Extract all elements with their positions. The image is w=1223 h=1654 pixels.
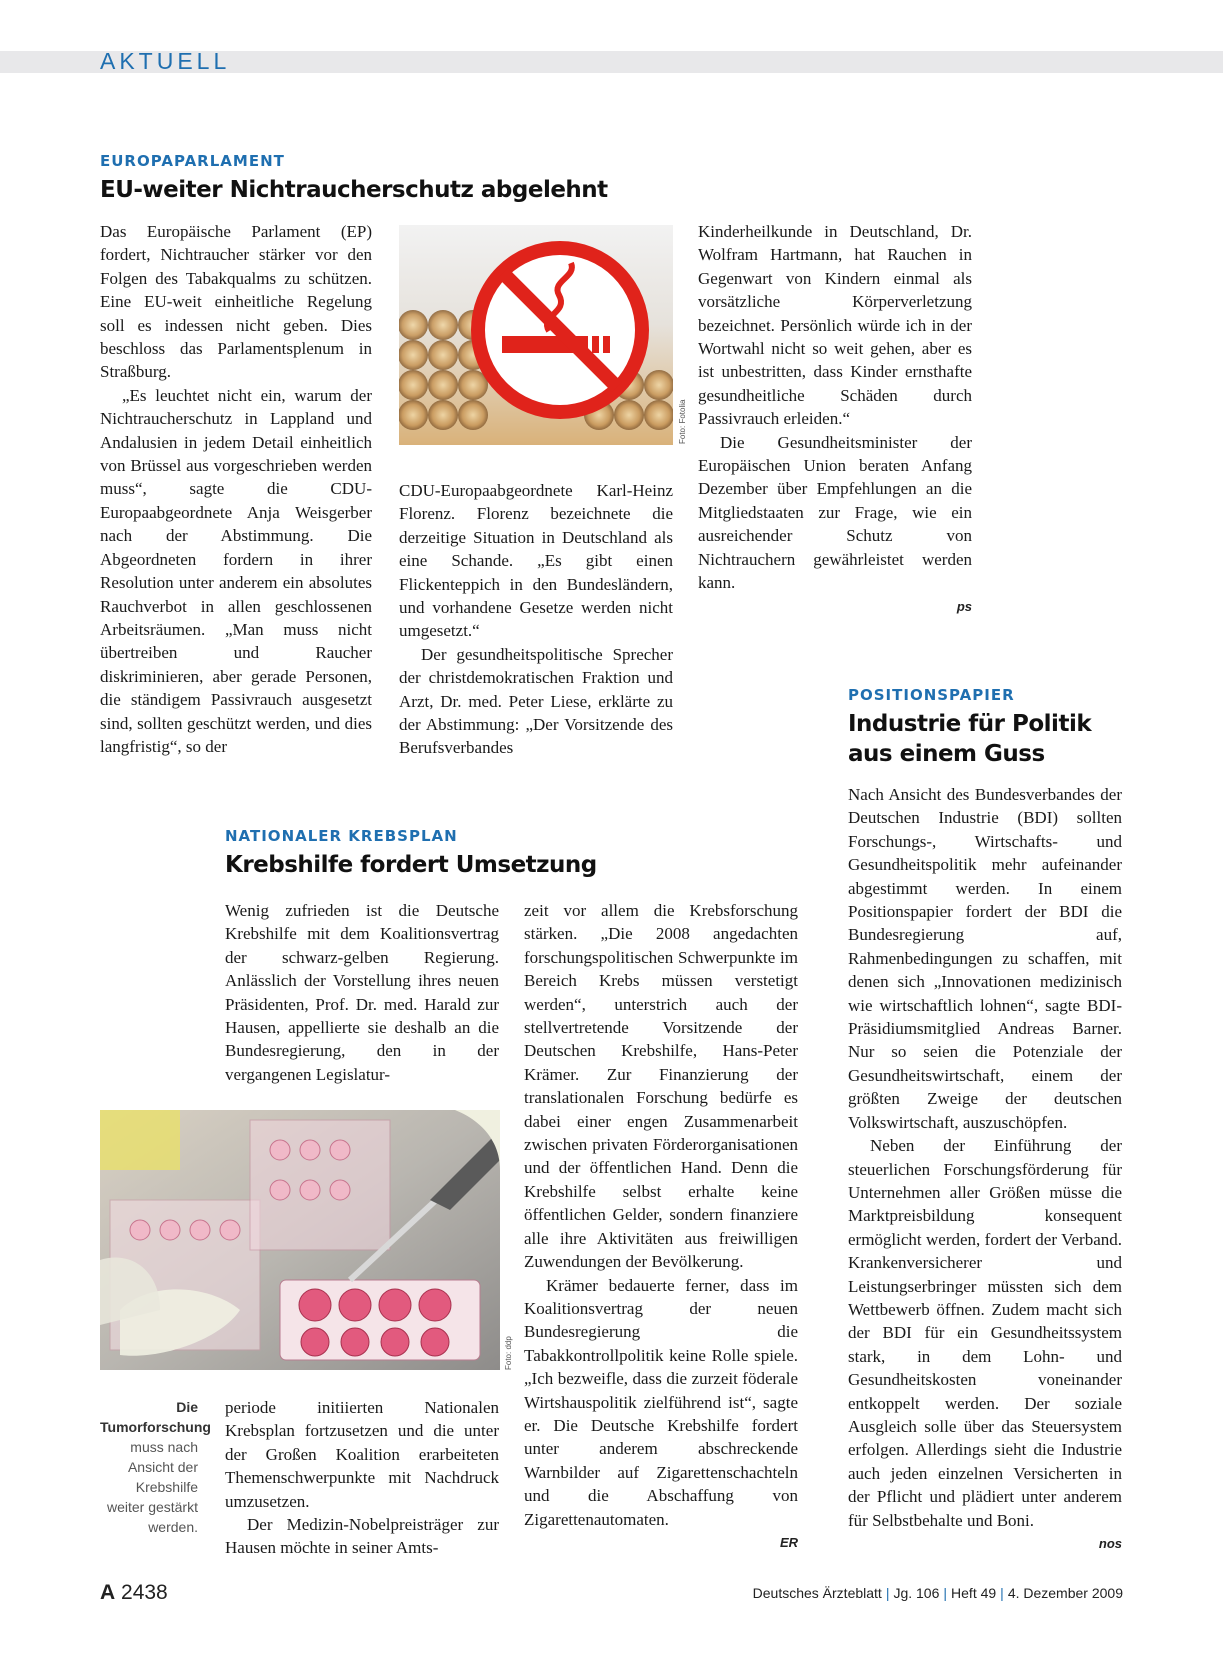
article2-column-1-top	[225, 899, 499, 1086]
photo-credit: Foto: Fotolia	[678, 399, 687, 444]
article2-column-1-bottom	[225, 1396, 499, 1560]
paragraph: Kinderheilkunde in Deutschland, Dr. Wolfram Hartmann, hat Rauchen in Gegenwart von Kindern einmal als vorsätzliche Körperverletzung bezeichnet. Persönlich würde ich in der Wortwahl nicht so weit gehen, aber es ist unbestritten, dass Kinder ernsthafte gesundheitliche Schäden durch Passivrauch erleiden.“	[698, 222, 972, 429]
article2-title: Krebshilfe fordert Umsetzung	[225, 852, 597, 878]
title-line: aus einem Guss	[848, 741, 1045, 767]
photo-credit: Foto: ddp	[504, 1336, 513, 1370]
article1-kicker: EUROPAPARLAMENT	[100, 152, 285, 170]
journal-volume: Jg. 106	[893, 1585, 940, 1601]
caption-lead: Die Tumorforschung	[100, 1399, 211, 1435]
paragraph: Wenig zufrieden ist die Deutsche Krebshilfe mit dem Koalitionsvertrag der schwarz-gelben Regierung. Anlässlich der Vorstellung ihres neuen Präsidenten, Prof. Dr. med. Harald zur Hausen, appellierte sie deshalb an die Bundesregierung, den in der vergangenen Legislatur-	[225, 901, 499, 1084]
paragraph: „Es leuchtet nicht ein, warum der Nichtraucherschutz in Lappland und Andalusien in jedem Detail einheitlich von Brüssel aus vorgeschrieben werden muss“, sagte die CDU-Europaabgeordnete Anja Weisgerber nach der Abstimmung. Die Abgeordneten fordern in ihrer Resolution unter anderem ein absolutes Rauchverbot in allen geschlossenen Arbeitsräumen. „Man muss nicht übertreiben und Raucher diskriminieren, aber gerade Personen, die ständigem Passivrauch ausgesetzt sind, sollten geschützt werden, und dies langfristig“, so der	[100, 385, 372, 756]
article2-kicker: NATIONALER KREBSPLAN	[225, 827, 458, 845]
page-letter: A	[100, 1581, 116, 1604]
journal-issue: Heft 49	[951, 1585, 997, 1601]
paragraph: Das Europäische Parlament (EP) fordert, Nichtraucher stärker vor den Folgen des Tabakqualms zu schützen. Eine EU-weit einheitliche Regelung soll es indessen nicht geben. Dies beschloss das Parlamentsplenum in Straßburg.	[100, 222, 372, 382]
paragraph: Der Medizin-Nobelpreisträger zur Hausen möchte in seiner Amts-	[225, 1515, 499, 1558]
paragraph: Die Gesundheitsminister der Europäischen Union beraten Anfang Dezember über Empfehlungen an die Mitgliedstaaten zur Frage, wie ein ausreichender Schutz von Nichtrauchern gewährleistet werden kann.	[698, 432, 972, 593]
article1-column-2	[399, 479, 673, 760]
author-signature: ER	[779, 1534, 798, 1550]
no-smoking-icon	[399, 225, 673, 445]
paragraph: zeit vor allem die Krebsforschung stärken. „Die 2008 angedachten forschungspolitischen Schwerpunkte im Bereich Krebs müssen verstetigt werden“, unterstrich auch der stellvertretende Vorsitzende der Deutschen Krebshilfe, Hans-Peter Krämer. Zur Finanzierung der translationalen Forschung bedürfe es dabei einer engen Zusammenarbeit zwischen privaten Förderorganisationen und der öffentlichen Hand. Denn die Krebshilfe selbst erhalte keine öffentlichen Gelder, sondern finanziere alle ihre Aktivitäten aus freiwilligen Zuwendungen der Bevölkerung.	[524, 901, 798, 1272]
article1-column-1	[100, 220, 372, 758]
paragraph: Neben der Einführung der steuerlichen Forschungsförderung für Unternehmen aller Größen müsse die Marktpreisbildung konsequent ermöglicht werden, fordert der Verband. Krankenversicherer und Leistungserbringer müssten sich dem Wettbewerb öffnen. Zudem macht sich der BDI für ein Gesundheitssystem stark, in dem Lohn- und Gesundheitskosten voneinander entkoppelt werden. Der soziale Ausgleich solle über das Steuersystem erfolgen. Allerdings sieht die Industrie auch jeden einzelnen Versicherten in der Pflicht und plädiert unter anderem für Selbstbehalte und Boni.	[848, 1136, 1122, 1530]
paragraph: periode initiierten Nationalen Krebsplan fortzusetzen und die unter der Großen Koalition erarbeiteten Themenschwerpunkte mit Nachdruck umzusetzen.	[225, 1398, 499, 1511]
photo-caption	[100, 1397, 211, 1537]
article3-column	[848, 783, 1122, 1555]
no-smoking-photo	[399, 225, 673, 445]
author-signature: ps	[956, 598, 972, 614]
paragraph: CDU-Europaabgeordnete Karl-Heinz Florenz. Florenz bezeichnete die derzeitige Situation in Deutschland als eine Schande. „Es gibt einen Flickenteppich in den Bundesländern, und vorhandene Gesetze werden nicht umgesetzt.“	[399, 481, 673, 641]
caption-text: muss nach Ansicht der Krebshilfe weiter gestärkt werden.	[106, 1439, 198, 1535]
article1-column-3	[698, 220, 972, 618]
article2-column-2	[524, 899, 798, 1554]
page-number-value: 2438	[121, 1581, 168, 1604]
section-label: AKTUELL	[100, 48, 231, 74]
page-number	[100, 1581, 168, 1605]
journal-info: Deutsches Ärzteblatt | Jg. 106 | Heft 49 | 4. Dezember 2009	[752, 1585, 1123, 1601]
title-line: Industrie für Politik	[848, 711, 1092, 737]
article3-title	[848, 709, 1091, 769]
article1-title: EU-weiter Nichtraucherschutz abgelehnt	[100, 177, 608, 203]
paragraph: Krämer bedauerte ferner, dass im Koalitionsvertrag der neuen Bundesregierung die Tabakkontrollpolitik keine Rolle spiele. „Ich bezweifle, dass die zurzeit föderale Wirtshauspolitik zielführend ist“, sagte er. Die Deutsche Krebshilfe fordert unter anderem abschreckende Warnbilder auf Zigarettenschachteln und die Abschaffung von Zigarettenautomaten.	[524, 1275, 798, 1529]
journal-date: 4. Dezember 2009	[1007, 1585, 1123, 1601]
lab-pipette-icon	[100, 1110, 500, 1370]
journal-name: Deutsches Ärzteblatt	[752, 1585, 882, 1601]
paragraph: Der gesundheitspolitische Sprecher der christdemokratischen Fraktion und Arzt, Dr. med. Peter Liese, erklärte zu der Abstimmung: „Der Vorsitzende des Berufsverbandes	[399, 644, 673, 758]
author-signature: nos	[1098, 1536, 1122, 1551]
article3-kicker: POSITIONSPAPIER	[848, 686, 1015, 704]
paragraph: Nach Ansicht des Bundesverbandes der Deutschen Industrie (BDI) sollten Forschungs-, Wirtschafts- und Gesundheitspolitik mehr aufeinander abgestimmt werden. In einem Positionspapier fordert der BDI die Bundesregierung auf, Rahmenbedingungen zu schaffen, mit denen sich „Innovationen medizinisch wie wirtschaftlich lohnen“, sagte BDI-Präsidiumsmitglied Andreas Barner. Nur so seien die Potenziale der Gesundheitswirtschaft, einem der größten Zweige der deutschen Volkswirtschaft, auszuschöpfen.	[848, 785, 1122, 1132]
lab-photo	[100, 1110, 500, 1370]
